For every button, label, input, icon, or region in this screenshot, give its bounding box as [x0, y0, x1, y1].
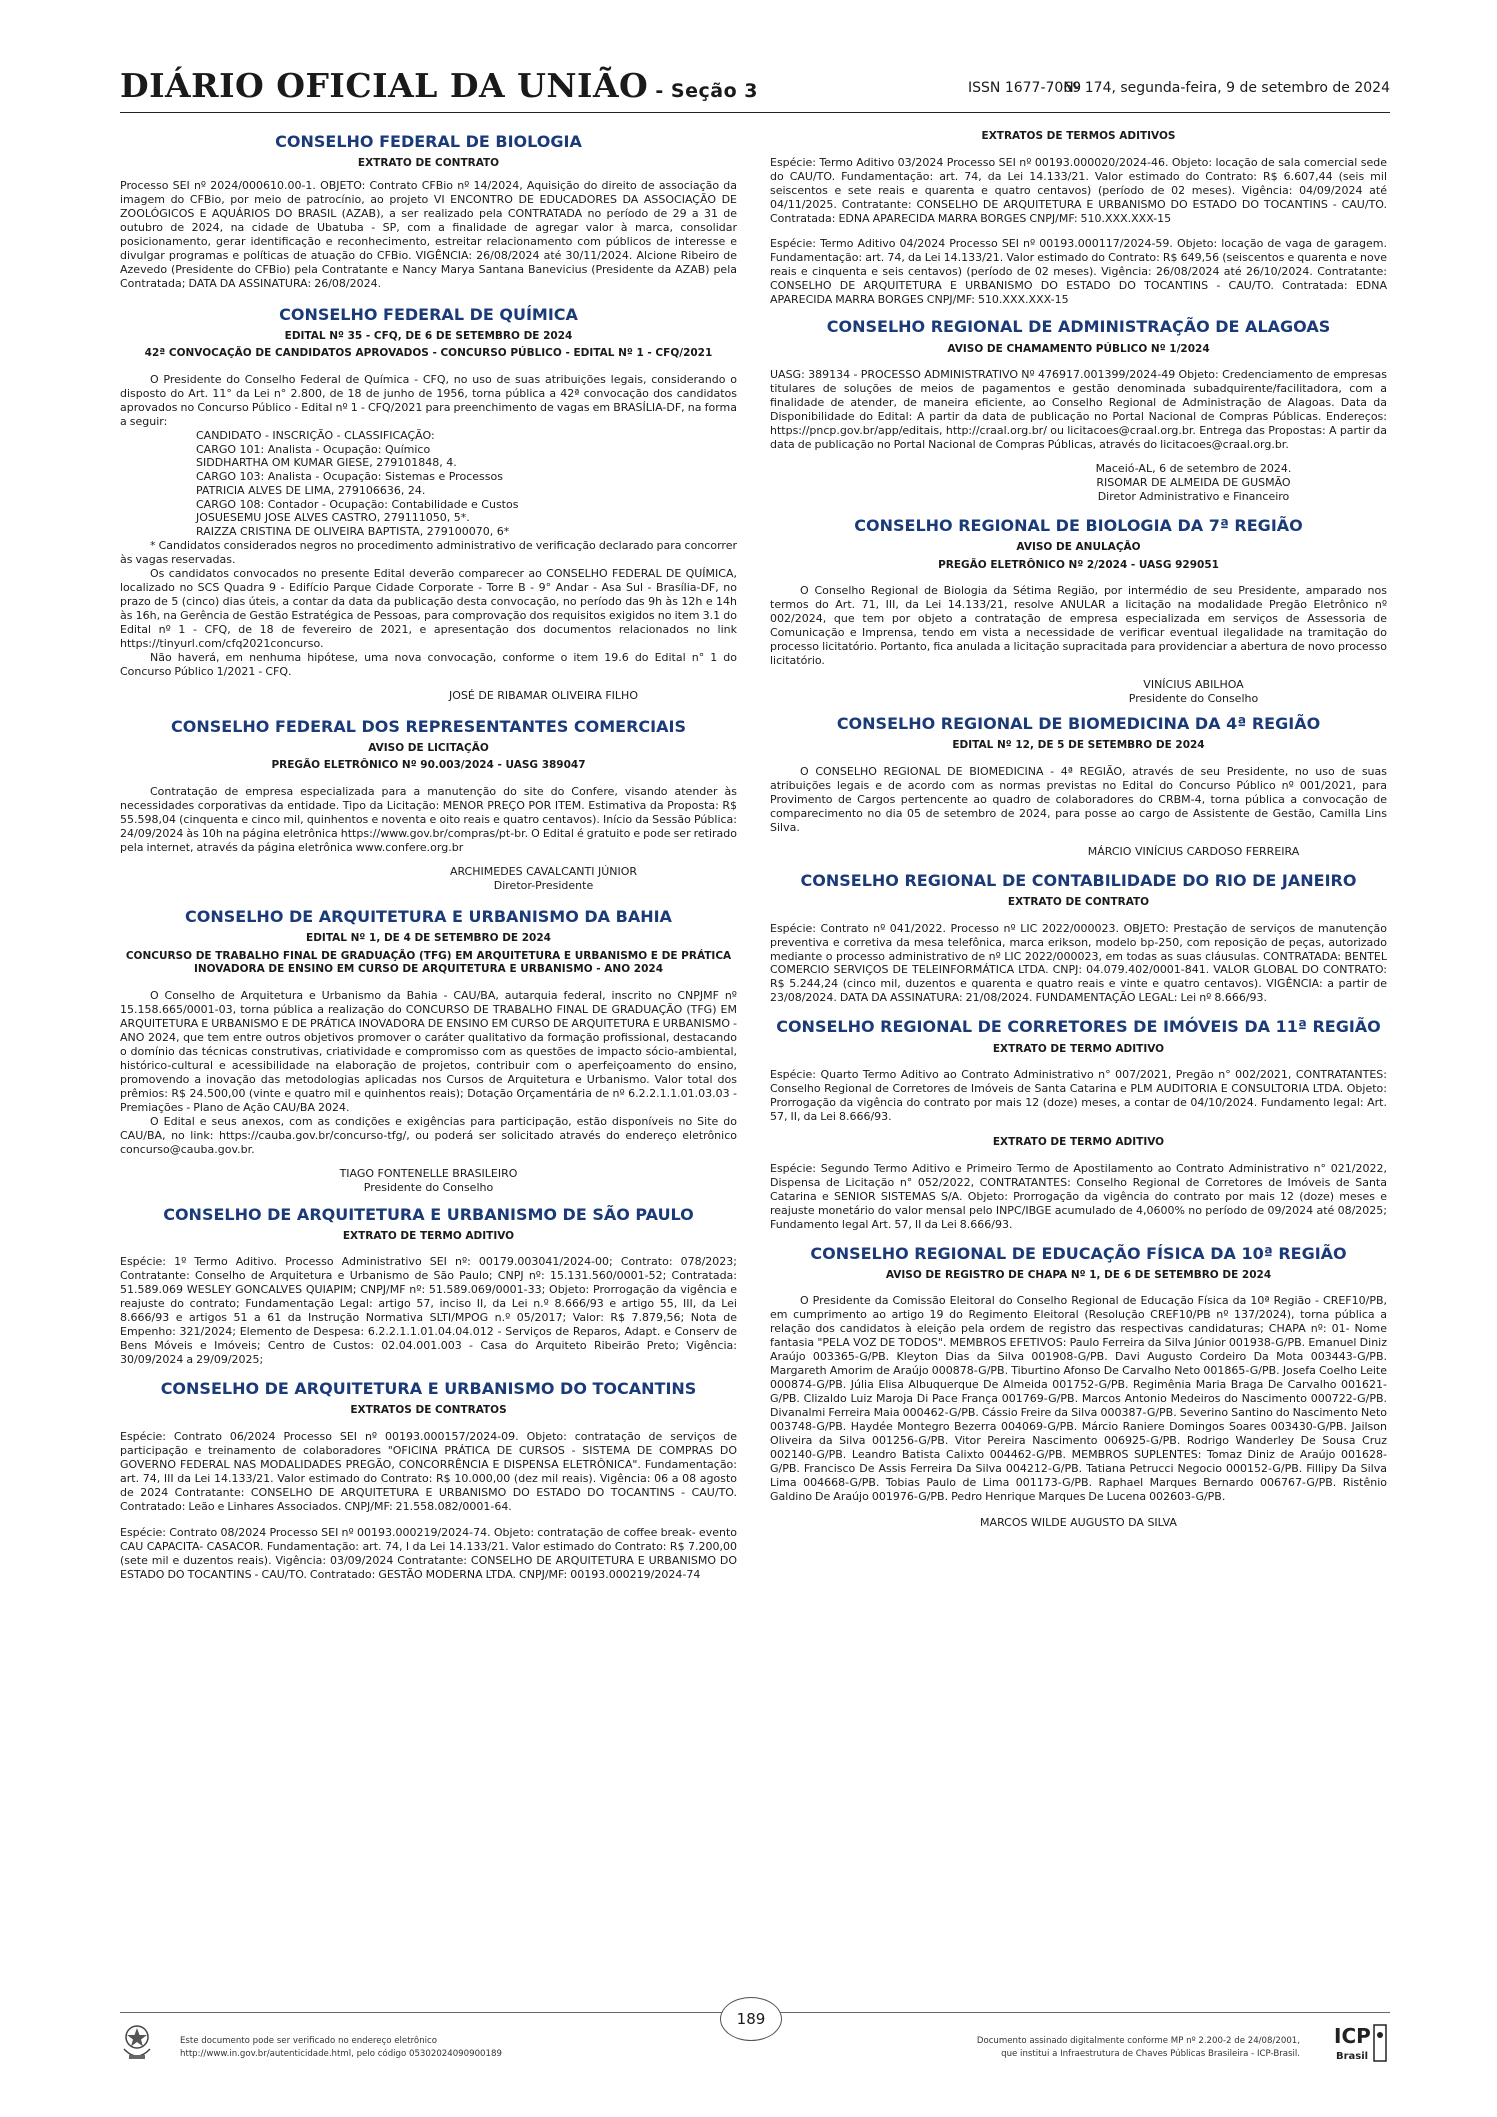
signature-name: VINÍCIUS ABILHOA — [1143, 678, 1244, 692]
section-label: - Seção 3 — [648, 80, 758, 102]
org-title: CONSELHO REGIONAL DE BIOLOGIA DA 7ª REGIÃO — [854, 515, 1303, 535]
org-title: CONSELHO DE ARQUITETURA E URBANISMO DE SÃO PAULO — [163, 1204, 694, 1224]
notice-subtitle: EXTRATO DE TERMO ADITIVO — [992, 1042, 1165, 1055]
notice-subtitle: EXTRATO DE CONTRATO — [1007, 895, 1150, 908]
signature-name: MARCOS WILDE AUGUSTO DA SILVA — [980, 1515, 1177, 1529]
journal-title — [120, 66, 758, 105]
notice-text: Espécie: Contrato 06/2024 Processo SEI nº 00193.000157/2024-09. Objeto: contratação de serviços de participação e treinamento de colaboradores "OFICINA PRÁTICA DE CURSOS - SISTEMA DE COMPRAS DO GOVERNO FEDERAL NAS MODALIDADES PREGÃO, CONCORRÊNCIA E DISPENSA ELETRÔNICA". Fundamentação: art. 74, III da Lei 14.133/21. Valor estimado do Contrato: R$ 10.000,00 (dez mil reais). Vigência: 06 a 08 agosto de 2024 Contratante: CONSELHO DE ARQUITETURA E URBANISMO DO ESTADO DO TOCANTINS - CAU/TO. Contratado: Leão e Linhares Associados. CNPJ/MF: 21.558.082/0001-64. — [120, 1429, 737, 1513]
notice-subtitle: AVISO DE ANULAÇÃO — [1016, 541, 1141, 554]
signature-note-line-2: que institui a Infraestrutura de Chaves Públicas Brasileira - ICP-Brasil. — [1001, 2048, 1300, 2059]
verification-line-1: Este documento pode ser verificado no endereço eletrônico — [180, 2036, 438, 2046]
notice-text: O Conselho de Arquitetura e Urbanismo da Bahia - CAU/BA, autarquia federal, inscrito no CNPJMF nº 15.158.665/0001-03, torna pública a realização do CONCURSO DE TRABALHO FINAL DE GRADUAÇÃO (TFG) EM ARQUITETURA E URBANISMO E DE PRÁTICA INOVADORA DE ENSINO EM CURSO DE ARQUITETURA E URBANISMO - ANO 2024, que tem entre outros objetivos promover o caráter qualitativo da formação profissional, destacando o domínio das técnicas construtivas, criatividade e compromisso com as questões de impacto sócio-ambiental, histórico-cultural e acessibilidade na elaboração de projetos, contribuir com o aperfeiçoamento do ensino, promovendo a inovação das metodologias aplicadas nos Cursos de Arquitetura e Urbanismo. Valor total dos prêmios: R$ 24.500,00 (vinte e quatro mil e quinhentos reais); Dotação Orçamentária de nº 6.2.2.1.1.01.03.03 - Premiações - Plano de Ação CAU/BA 2024. — [120, 988, 737, 1114]
candidate-list — [196, 429, 737, 539]
signature-role: Presidente do Conselho — [363, 1180, 494, 1194]
signature-name: ARCHIMEDES CAVALCANTI JÚNIOR — [449, 864, 638, 878]
page-footer — [120, 2012, 1390, 2083]
org-title: CONSELHO FEDERAL DE QUÍMICA — [279, 304, 578, 324]
notice-subtitle-2: EXTRATO DE TERMO ADITIVO — [992, 1136, 1165, 1149]
org-title: CONSELHO DE ARQUITETURA E URBANISMO DO TOCANTINS — [160, 1379, 697, 1399]
notice-cau-sp — [120, 1205, 737, 1368]
notice-text: Espécie: Termo Aditivo 04/2024 Processo SEI nº 00193.000117/2024-59. Objeto: locação de vaga de garagem. Fundamentação: art. 74, da Lei 14.133/21. Valor estimado do Contrato: R$ 649,56 (seiscentos e quarenta e nove reais e cinquenta e seis centavos) (período de 02 meses). Vigência: 26/08/2024 até 26/10/2024. Contratante: CONSELHO DE ARQUITETURA E URBANISMO DO ESTADO DO TOCANTINS - CAU/TO. Contratada: EDNA APARECIDA MARRA BORGES CNPJ/MF: 510.XXX.XXX-15 — [770, 237, 1387, 307]
org-title: CONSELHO REGIONAL DE CONTABILIDADE DO RIO DE JANEIRO — [800, 870, 1357, 890]
list-item: PATRICIA ALVES DE LIMA, 279106636, 24. — [196, 483, 426, 497]
coat-of-arms-icon — [120, 2021, 154, 2063]
notice-creci11 — [770, 1017, 1387, 1231]
signature-note-line-1: Documento assinado digitalmente conforme MP nº 2.200-2 de 24/08/2001, — [976, 2036, 1300, 2046]
signature-name: MÁRCIO VINÍCIUS CARDOSO FERREIRA — [1087, 844, 1300, 858]
signature-role: Diretor Administrativo e Financeiro — [1097, 489, 1290, 503]
org-title: CONSELHO FEDERAL DOS REPRESENTANTES COMERCIAIS — [171, 716, 686, 736]
notice-subtitle: AVISO DE LICITAÇÃO — [368, 741, 489, 754]
signature-role: Diretor-Presidente — [493, 878, 594, 892]
notice-text: O Presidente do Conselho Federal de Química - CFQ, no uso de suas atribuições legais, considerando o disposto do Art. 11° da Lei n° 2.800, de 18 de junho de 1956, torna pública a 42ª convocação dos candidatos aprovados no Concurso Público - Edital nº 1 - CFQ/2021 para preenchimento de vagas em BRASÍLIA-DF, na forma a seguir: — [120, 373, 737, 428]
notice-subtitle-2: 42ª CONVOCAÇÃO DE CANDIDATOS APROVADOS - CONCURSO PÚBLICO - EDITAL Nº 1 - CFQ/2021 — [144, 347, 713, 360]
notice-subtitle: EDITAL Nº 35 - CFQ, DE 6 DE SETEMBRO DE 2024 — [284, 329, 573, 342]
verification-line-2: http://www.in.gov.br/autenticidade.html, pelo código 05302024090900189 — [180, 2048, 502, 2059]
svg-text:Brasil: Brasil — [1336, 2051, 1369, 2062]
notice-text: Espécie: Contrato 08/2024 Processo SEI nº 00193.000219/2024-74. Objeto: contratação de coffee break- evento CAU CAPACITA- CASACOR. Fundamentação: art. 74, I da Lei 14.133/21. Valor estimado do Contrato: R$ 7.200,00 (sete mil e duzentos reais). Vigência: 03/09/2024 Contratante: CONSELHO DE ARQUITETURA E URBANISMO DO ESTADO DO TOCANTINS - CAU/TO. Contratado: GESTÃO MODERNA LTDA. CNPJ/MF: 00193.000219/2024-74 — [120, 1525, 737, 1581]
notice-text: Os candidatos convocados no presente Edital deverão comparecer ao CONSELHO FEDERAL DE QUÍMICA, localizado no SCS Quadra 9 - Edifício Parque Cidade Corporate - Torre B - 9° Andar - Asa Sul - Brasília-DF, no prazo de 5 (cinco) dias úteis, a contar da data da publicação desta convocação, no período das 9h às 12h e 14h às 16h, na Gerência de Gestão Estratégica de Pessoas, para comprovação dos requisitos exigidos no item 3.1 do Edital nº 1 - CFQ, de 18 de fevereiro de 2021, e apresentação dos documentos relacionados no link https://tinyurl.com/cfq2021concurso. — [120, 566, 737, 650]
list-item: RAIZZA CRISTINA DE OLIVEIRA BAPTISTA, 279100070, 6* — [196, 525, 510, 539]
notice-text: O Edital e seus anexos, com as condições e exigências para participação, estão disponíveis no Site do CAU/BA, no link: https://cauba.gov.br/concurso-tfg/, ou poderá ser solicitado através do endereço eletrônico concurso@cauba.gov.br. — [120, 1114, 737, 1156]
signature: JOSÉ DE RIBAMAR OLIVEIRA FILHO — [449, 688, 638, 702]
org-title: CONSELHO REGIONAL DE ADMINISTRAÇÃO DE ALAGOAS — [826, 317, 1331, 337]
signature-place-date: Maceió-AL, 6 de setembro de 2024. — [1095, 461, 1292, 475]
list-item: JOSUESEMU JOSE ALVES CASTRO, 279111050, 5*. — [196, 511, 470, 525]
left-column — [120, 122, 737, 1582]
page-number: 189 — [720, 1997, 782, 2041]
notice-text: Processo SEI nº 2024/000610.00-1. OBJETO: Contrato CFBio nº 14/2024, Aquisição do direito de associação da imagem do CFBio, por meio de patrocínio, ao projeto VI ENCONTRO DE EDUCADORES DA ASSOCIAÇÃO DE ZOOLÓGICOS E AQUÁRIOS DO BRASIL (AZAB), a ser realizado pela CONTRATADA no período de 29 a 31 de outubro de 2024, na cidade de Ubatuba - SP, com a finalidade de agregar valor à marca, consolidar posicionamento, gerar identificação e reconhecimento, estreitar relacionamento com públicos de interesse e divulgar programas e políticas de atuação do CFBio. VIGÊNCIA: 26/08/2024 até 30/11/2024. Alcione Ribeiro de Azevedo (Presidente do CFBio) pela Contratante e Nancy Marya Santana Banevicius (Presidente da AZAB) pela Contratada; DATA DA ASSINATURA: 26/08/2024. — [120, 178, 737, 290]
notice-text: Não haverá, em nenhuma hipótese, uma nova convocação, conforme o item 19.6 do Edital n° 1 do Concurso Público 1/2021 - CFQ. — [120, 650, 737, 678]
notice-text: Espécie: Quarto Termo Aditivo ao Contrato Administrativo n° 007/2021, Pregão n° 002/2021, CONTRATANTES: Conselho Regional de Corretores de Imóveis de Santa Catarina e PLM AUDITORIA E CONSULTORIA LTDA. Objeto: Prorrogação da vigência do contrato por mais 12 (doze) meses, a contar de 04/10/2024. Fundamento legal: Art. 57, II, da Lei 8.666/93. — [770, 1068, 1387, 1124]
notice-subtitle: EXTRATO DE TERMO ADITIVO — [342, 1229, 515, 1242]
list-item: CARGO 108: Contador - Ocupação: Contabilidade e Custos — [196, 497, 519, 511]
notice-cra-al — [770, 317, 1387, 504]
notice-subtitle: EXTRATO DE CONTRATO — [357, 157, 500, 170]
notice-crbm4 — [770, 714, 1387, 859]
notice-text: Espécie: Segundo Termo Aditivo e Primeiro Termo de Apostilamento ao Contrato Administrativo n° 021/2022, Dispensa de Licitação n° 052/2022, CONTRATANTES: Conselho Regional de Corretores de Imóveis de Santa Catarina e SENIOR SISTEMAS S/A. Objeto: Prorrogação da vigência do contrato por mais 12 (doze) meses e reajuste monetário do valor mensal pelo INPC/IBGE acumulado de 4,0600% no período de 09/2024 até 08/2025; Fundamento legal Art. 57, II da Lei 8.666/93. — [770, 1161, 1387, 1231]
notice-text: O Presidente da Comissão Eleitoral do Conselho Regional de Educação Física da 10ª Região - CREF10/PB, em cumprimento ao artigo 19 do Regimento Eleitoral (Resolução CREF10/PB nº 137/2024), torna pública a relação dos candidatos à eleição pela ordem de registro das respectivas candidaturas; CHAPA nº: 01- Nome fantasia "PELA VOZ DE TODOS". MEMBROS EFETIVOS: Paulo Ferreira da Silva Júnior 001938-G/PB. Emanuel Diniz Araújo 003365-G/PB. Kleyton Dias da Silva 001908-G/PB. Davi Augusto Cordeiro Da Mota 003443-G/PB. Margareth Amorim de Araújo 000878-G/PB. Tiburtino Afonso De Carvalho Neto 001865-G/PB. Josefa Coelho Leite 000874-G/PB. Júlia Elisa Albuquerque De Almeida 001752-G/PB. Regimênia Maria Braga De Carvalho 001621-G/PB. Clizaldo Luiz Maroja Di Pace França 001769-G/PB. Marcos Antonio Medeiros do Nascimento 000722-G/PB. Divanalmi Ferreira Maia 000462-G/PB. Cássio Freire da Silva 000387-G/PB. Severino Santino do Nascimento Neto 003748-G/PB. Haydée Montegro Bezerra 004069-G/PB. Márcio Raniere Domingos Soares 003430-G/PB. Jailson Oliveira da Silva 001256-G/PB. Vitor Pereira Nascimento 006925-G/PB. Rodrigo Wanderley De Sousa Cruz 002140-G/PB. Leandro Batista Calixto 004462-G/PB. MEMBROS SUPLENTES: Tomaz Diniz de Araújo 001628-G/PB. Francisco De Assis Ferreira Da Silva 004212-G/PB. Tatiana Petrucci Negocio 000152-G/PB. Fillipy Da Silva Lima 004668-G/PB. Tobias Paulo de Lima 001173-G/PB. Raphael Marques Bernardo 006767-G/PB. Ristênio Galdino De Araújo 001976-G/PB. Pedro Henrique Marques De Lucena 002603-G/PB. — [770, 1294, 1387, 1503]
org-title: CONSELHO DE ARQUITETURA E URBANISMO DA BAHIA — [185, 906, 672, 926]
notice-subtitle: AVISO DE CHAMAMENTO PÚBLICO Nº 1/2024 — [947, 342, 1210, 355]
notice-subtitle: EDITAL Nº 1, DE 4 DE SETEMBRO DE 2024 — [306, 932, 551, 945]
page-header — [120, 66, 1390, 113]
notice-cau-ba — [120, 907, 737, 1195]
org-title: CONSELHO REGIONAL DE CORRETORES DE IMÓVEIS DA 11ª REGIÃO — [776, 1017, 1381, 1037]
notice-text: Espécie: Termo Aditivo 03/2024 Processo SEI nº 00193.000020/2024-46. Objeto: locação de sala comercial sede do CAU/TO. Fundamentação: art. 74, da Lei 14.133/21. Valor estimado do Contrato: R$ 6.607,44 (seis mil seiscentos e sete reais e quarenta e quatro centavos) (período de 02 meses). Vigência: 04/09/2024 até 04/11/2025. Contratante: CONSELHO DE ARQUITETURA E URBANISMO DO ESTADO DO TOCANTINS - CAU/TO. Contratada: EDNA APARECIDA MARRA BORGES CNPJ/MF: 510.XXX.XXX-15 — [770, 155, 1387, 225]
list-item: SIDDHARTHA OM KUMAR GIESE, 279101848, 4. — [196, 456, 457, 470]
notice-crc-rj — [770, 871, 1387, 1006]
notice-cfbio — [120, 132, 737, 291]
edition-info: Nº 174, segunda-feira, 9 de setembro de 2024 — [1063, 80, 1390, 96]
svg-text:ICP: ICP — [1334, 2024, 1371, 2048]
notice-cfq — [120, 305, 737, 703]
notice-text: Espécie: 1º Termo Aditivo. Processo Administrativo SEI nº: 00179.003041/2024-00; Contrato: 078/2023; Contratante: Conselho de Arquitetura e Urbanismo de São Paulo; CNPJ nº: 15.131.560/0001-52; Contratada: 51.589.069 WESLEY GONCALVES QUIAPIM; CNPJ/MF nº: 51.589.069/0001-33; Objeto: Prorrogação da vigência e reajuste do contrato; Fundamentação Legal: artigo 57, inciso II, da Lei n.º 8.666/93 e artigo 55, III, da Lei 8.666/93 e artigos 51 a 61 da Instrução Normativa SLTI/MPOG n.º 05/2017; Valor: R$ 7.879,56; Nota de Empenho: 321/2024; Elemento de Despesa: 6.2.2.1.1.01.04.04.012 - Serviços de Reparos, Adapt. e Conserv de Bens Móveis e Imóveis; Centro de Custos: 02.04.001.003 - Casa do Arquiteto Ribeirão Preto; Vigência: 30/09/2024 a 29/09/2025; — [120, 1255, 737, 1367]
verification-note — [180, 2035, 502, 2061]
notice-cau-to-aditivos — [770, 130, 1387, 307]
list-item: CARGO 103: Analista - Ocupação: Sistemas e Processos — [196, 470, 503, 484]
journal-name: DIÁRIO OFICIAL DA UNIÃO — [120, 66, 649, 105]
notice-text: Espécie: Contrato nº 041/2022. Processo nº LIC 2022/000023. OBJETO: Prestação de serviços de manutenção preventiva e corretiva da mesa telefônica, marca erikson, modelo bp-250, com reposição de peças, autorizado mediante o processo administrativo de nº LIC 2022/000023, em todas as suas cláusulas. CONTRATADA: BENTEL COMERCIO SERVIÇOS DE TELEINFORMÁTICA LTDA. CNPJ: 04.079.402/0001-841. VALOR GLOBAL DO CONTRATO: R$ 5.244,24 (cinco mil, duzentos e quarenta e quatro reais e vinte e quatro centavos). VIGÊNCIA: a partir de 23/08/2024. DATA DA ASSINATURA: 21/08/2024. FUNDAMENTAÇÃO LEGAL: Lei nº 8.666/93. — [770, 921, 1387, 1005]
signature-name: RISOMAR DE ALMEIDA DE GUSMÃO — [1096, 475, 1291, 489]
issn: ISSN 1677-7069 — [968, 80, 1082, 96]
org-title: CONSELHO REGIONAL DE BIOMEDICINA DA 4ª REGIÃO — [836, 714, 1321, 734]
notice-subtitle-2: PREGÃO ELETRÔNICO Nº 90.003/2024 - UASG 389047 — [271, 759, 586, 772]
notice-subtitle: EXTRATOS DE CONTRATOS — [350, 1404, 507, 1417]
notice-text: Contratação de empresa especializada para a manutenção do site do Confere, visando atender às necessidades corporativas da entidade. Tipo da Licitação: MENOR PREÇO POR ITEM. Estimativa da Proposta: R$ 55.598,04 (cinquenta e cinco mil, quinhentos e noventa e oito reais e quatro centavos). Início da Sessão Pública: 24/09/2024 às 10h na página eletrônica https://www.gov.br/compras/pt-br. O Edital é gratuito e pode ser retirado pela internet, através da página eletrônica www.confere.org.br — [120, 785, 737, 854]
signature-note — [977, 2035, 1300, 2061]
icp-brasil-logo-icon — [1330, 2019, 1390, 2071]
signature-role: Presidente do Conselho — [1128, 692, 1259, 706]
notice-subtitle: AVISO DE REGISTRO DE CHAPA Nº 1, DE 6 DE SETEMBRO DE 2024 — [885, 1268, 1272, 1281]
notice-text: O CONSELHO REGIONAL DE BIOMEDICINA - 4ª REGIÃO, através de seu Presidente, no uso de suas atribuições legais e de acordo com as normas previstas no Edital do Concurso Público nº 001/2021, para Provimento de Cargos pertencente ao quadro de colaboradores do CRBM-4, torna pública a convocação de comparecimento no dia 05 de setembro de 2024, para posse ao cargo de Assistente de Gestão, Camilla Lins Silva. — [770, 764, 1387, 834]
list-item: CANDIDATO - INSCRIÇÃO - CLASSIFICAÇÃO: — [196, 428, 435, 442]
notice-subtitle-2: PREGÃO ELETRÔNICO Nº 2/2024 - UASG 929051 — [938, 558, 1219, 571]
notice-cau-to — [120, 1379, 737, 1582]
notice-subtitle: EXTRATOS DE TERMOS ADITIVOS — [981, 130, 1176, 142]
list-item: CARGO 101: Analista - Ocupação: Químico — [196, 442, 431, 456]
notice-crbio7 — [770, 516, 1387, 706]
right-column — [770, 122, 1387, 1530]
signature-name: TIAGO FONTENELLE BRASILEIRO — [339, 1166, 518, 1180]
notice-text: * Candidatos considerados negros no procedimento administrativo de verificação declarado para concorrer às vagas reservadas. — [120, 538, 737, 566]
org-title: CONSELHO REGIONAL DE EDUCAÇÃO FÍSICA DA 10ª REGIÃO — [810, 1243, 1347, 1263]
notice-text: O Conselho Regional de Biologia da Sétima Região, por intermédio de seu Presidente, amparado nos termos do Art. 71, III, da Lei 14.133/21, resolve ANULAR a licitação na modalidade Pregão Eletrônico nº 002/2024, que tem por objeto a contratação de empresa especializada em serviços de Assessoria de Comunicação e Imprensa, tendo em vista a necessidade de verificar eventual ilegalidade na tramitação do processo licitatório. Portanto, fica anulada a licitação supracitada para providenciar a abertura de novo processo licitatório. — [770, 584, 1387, 668]
notice-cref10 — [770, 1244, 1387, 1530]
notice-confere — [120, 717, 737, 893]
notice-text: UASG: 389134 - PROCESSO ADMINISTRATIVO Nº 476917.001399/2024-49 Objeto: Credenciamento de empresas titulares de soluções de meios de pagamentos e gestão denominada subadquirente/facilitadora, com a finalidade de atender, de maneira eficiente, ao Conselho Regional de Administração de Alagoas. Data da Disponibilidade do Edital: A partir da data de publicação no Portal Nacional de Compras Públicas. Endereços: https://pncp.gov.br/app/editais, http://craal.org.br/ ou licitacoes@craal.org.br. Entrega das Propostas: A partir da data de publicação no Portal Nacional de Compras Públicas, através do licitacoes@craal.org.br. — [770, 368, 1387, 451]
org-title: CONSELHO FEDERAL DE BIOLOGIA — [275, 132, 582, 151]
notice-subtitle: EDITAL Nº 12, DE 5 DE SETEMBRO DE 2024 — [952, 739, 1205, 752]
notice-subtitle-2: CONCURSO DE TRABALHO FINAL DE GRADUAÇÃO (TFG) EM ARQUITETURA E URBANISMO E DE PRÁTICA INOVADORA DE ENSINO EM CURSO DE ARQUITETURA E URBANISMO - ANO 2024 — [125, 949, 732, 976]
